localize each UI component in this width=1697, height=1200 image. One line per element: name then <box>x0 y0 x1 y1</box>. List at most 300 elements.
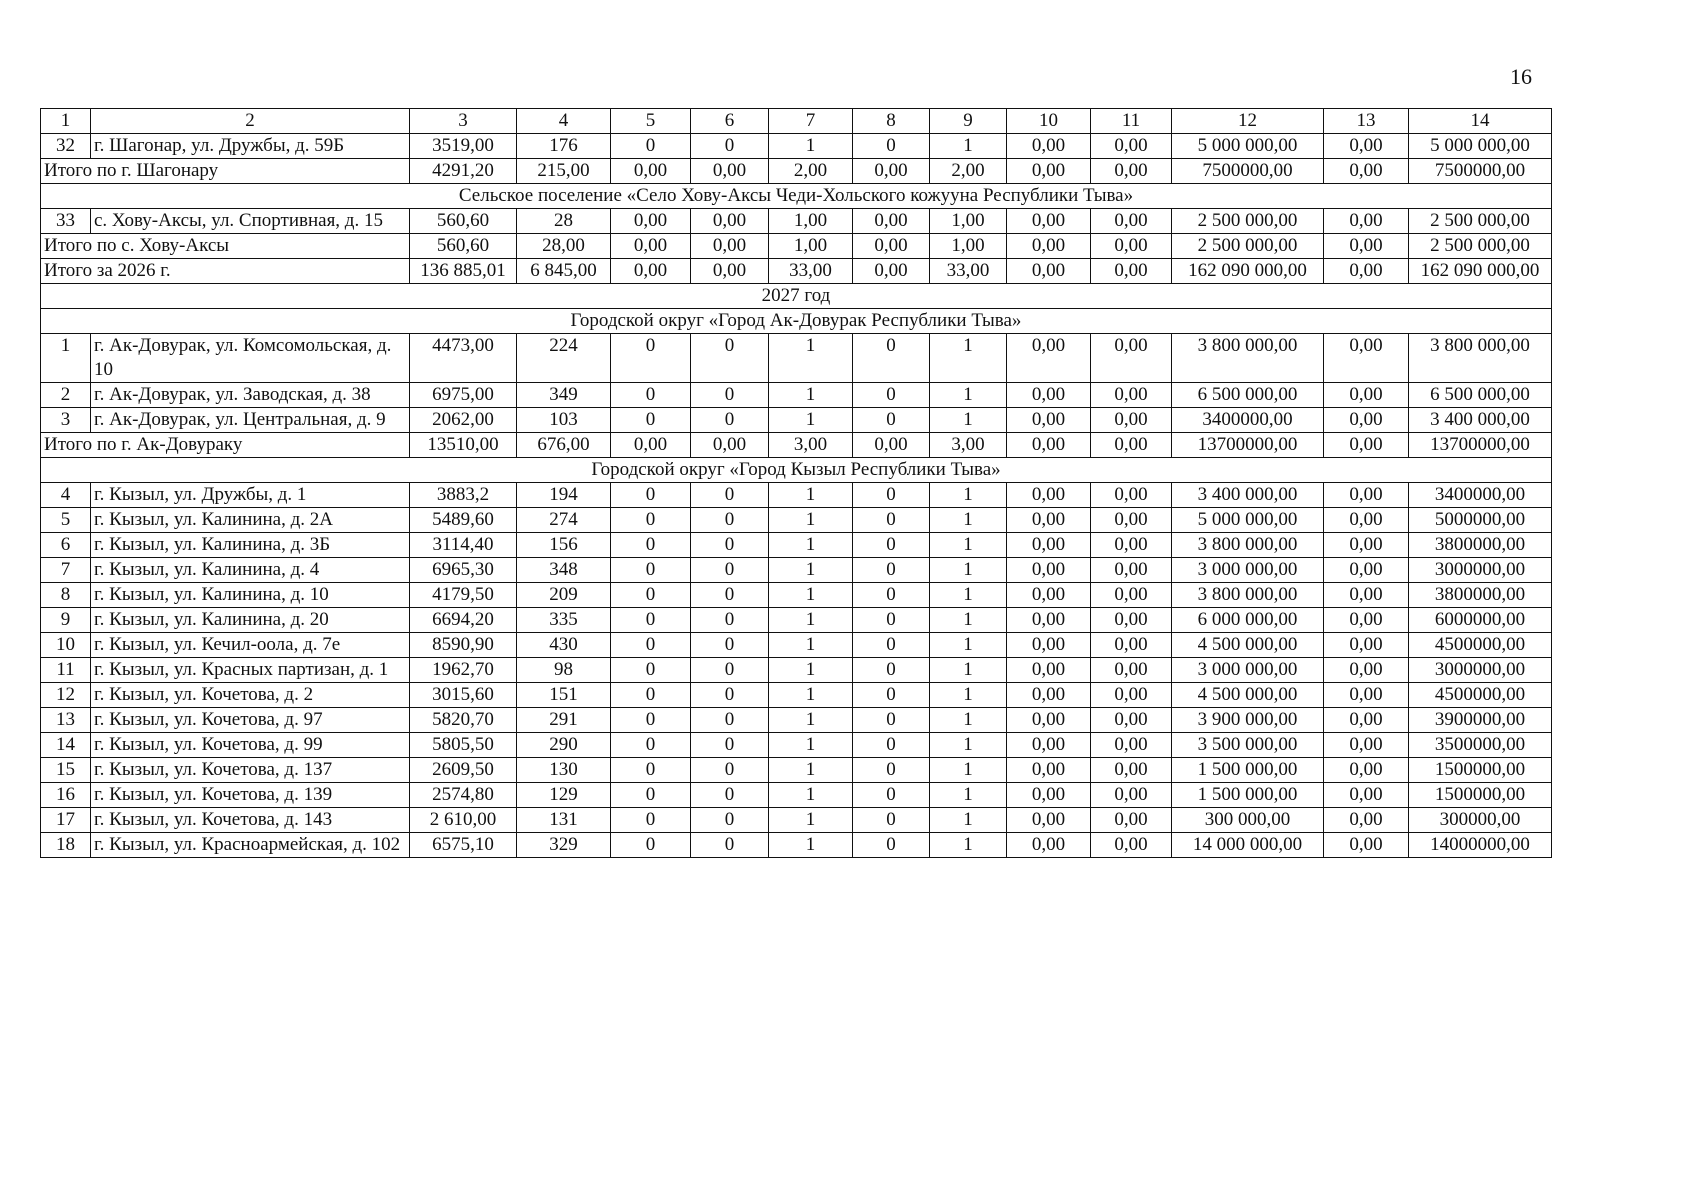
value-cell: 33,00 <box>769 259 853 284</box>
value-cell: 560,60 <box>410 209 517 234</box>
value-cell: 3 800 000,00 <box>1172 334 1324 383</box>
address-cell: г. Кызыл, ул. Дружбы, д. 1 <box>91 483 410 508</box>
value-cell: 0 <box>611 608 691 633</box>
value-cell: 0 <box>691 783 769 808</box>
value-cell: 0,00 <box>1091 808 1172 833</box>
column-number-cell: 10 <box>1007 109 1091 134</box>
value-cell: 1 <box>930 758 1007 783</box>
total-label: Итого по с. Хову-Аксы <box>41 234 410 259</box>
value-cell: 0,00 <box>611 433 691 458</box>
value-cell: 2 500 000,00 <box>1172 234 1324 259</box>
column-number-row <box>41 109 1552 134</box>
total-label: Итого по г. Ак-Довураку <box>41 433 410 458</box>
value-cell: 0 <box>853 134 930 159</box>
value-cell: 0,00 <box>1324 558 1409 583</box>
value-cell: 0,00 <box>1324 783 1409 808</box>
column-number-cell: 7 <box>769 109 853 134</box>
value-cell: 0,00 <box>1324 608 1409 633</box>
value-cell: 0,00 <box>691 209 769 234</box>
value-cell: 0 <box>853 708 930 733</box>
value-cell: 1,00 <box>930 234 1007 259</box>
value-cell: 0 <box>691 608 769 633</box>
value-cell: 0 <box>853 808 930 833</box>
value-cell: 33,00 <box>930 259 1007 284</box>
value-cell: 0,00 <box>1091 508 1172 533</box>
value-cell: 0,00 <box>1091 259 1172 284</box>
value-cell: 1 <box>930 134 1007 159</box>
value-cell: 5805,50 <box>410 733 517 758</box>
value-cell: 0,00 <box>1324 259 1409 284</box>
table-row <box>41 134 1552 159</box>
value-cell: 1 <box>769 783 853 808</box>
value-cell: 0,00 <box>1007 683 1091 708</box>
address-cell: г. Ак-Довурак, ул. Центральная, д. 9 <box>91 408 410 433</box>
value-cell: 1 <box>930 683 1007 708</box>
value-cell: 0 <box>611 508 691 533</box>
value-cell: 2,00 <box>769 159 853 184</box>
value-cell: 0,00 <box>1091 833 1172 858</box>
value-cell: 0,00 <box>1324 234 1409 259</box>
value-cell: 1,00 <box>930 209 1007 234</box>
value-cell: 1,00 <box>769 234 853 259</box>
value-cell: 0,00 <box>1091 733 1172 758</box>
value-cell: 3 800 000,00 <box>1172 533 1324 558</box>
address-cell: г. Кызыл, ул. Калинина, д. 3Б <box>91 533 410 558</box>
value-cell: 2574,80 <box>410 783 517 808</box>
value-cell: 2 500 000,00 <box>1409 209 1552 234</box>
value-cell: 300 000,00 <box>1172 808 1324 833</box>
value-cell: 1,00 <box>769 209 853 234</box>
value-cell: 3 000 000,00 <box>1172 558 1324 583</box>
value-cell: 0,00 <box>1324 408 1409 433</box>
row-number: 10 <box>41 633 91 658</box>
value-cell: 6694,20 <box>410 608 517 633</box>
row-number: 8 <box>41 583 91 608</box>
value-cell: 1 <box>930 583 1007 608</box>
address-cell: г. Кызыл, ул. Калинина, д. 4 <box>91 558 410 583</box>
value-cell: 1 <box>769 808 853 833</box>
total-label: Итого за 2026 г. <box>41 259 410 284</box>
address-cell: г. Кызыл, ул. Красных партизан, д. 1 <box>91 658 410 683</box>
table-row <box>41 558 1552 583</box>
value-cell: 7500000,00 <box>1409 159 1552 184</box>
value-cell: 1 <box>930 383 1007 408</box>
value-cell: 0,00 <box>1007 608 1091 633</box>
row-number: 17 <box>41 808 91 833</box>
value-cell: 0 <box>611 533 691 558</box>
address-cell: г. Ак-Довурак, ул. Заводская, д. 38 <box>91 383 410 408</box>
value-cell: 430 <box>517 633 611 658</box>
value-cell: 291 <box>517 708 611 733</box>
value-cell: 560,60 <box>410 234 517 259</box>
row-number: 14 <box>41 733 91 758</box>
column-number-cell: 12 <box>1172 109 1324 134</box>
value-cell: 13510,00 <box>410 433 517 458</box>
value-cell: 0 <box>853 383 930 408</box>
value-cell: 0,00 <box>1091 483 1172 508</box>
value-cell: 0,00 <box>1091 383 1172 408</box>
value-cell: 1 <box>930 533 1007 558</box>
value-cell: 0 <box>691 733 769 758</box>
row-number: 3 <box>41 408 91 433</box>
value-cell: 4500000,00 <box>1409 683 1552 708</box>
value-cell: 0,00 <box>1007 533 1091 558</box>
value-cell: 1 <box>930 733 1007 758</box>
section-title: Городской округ «Город Ак-Довурак Республики Тыва» <box>41 309 1552 334</box>
value-cell: 0,00 <box>1007 483 1091 508</box>
value-cell: 3 500 000,00 <box>1172 733 1324 758</box>
value-cell: 0,00 <box>1007 733 1091 758</box>
value-cell: 0,00 <box>1324 708 1409 733</box>
address-cell: г. Шагонар, ул. Дружбы, д. 59Б <box>91 134 410 159</box>
value-cell: 1 <box>930 408 1007 433</box>
value-cell: 1 <box>769 558 853 583</box>
value-cell: 1 <box>769 334 853 383</box>
value-cell: 0 <box>611 833 691 858</box>
value-cell: 1500000,00 <box>1409 758 1552 783</box>
value-cell: 0,00 <box>1324 134 1409 159</box>
value-cell: 0 <box>611 583 691 608</box>
address-cell: с. Хову-Аксы, ул. Спортивная, д. 15 <box>91 209 410 234</box>
table-body <box>41 109 1552 858</box>
value-cell: 0 <box>611 808 691 833</box>
value-cell: 1 <box>930 783 1007 808</box>
row-number: 9 <box>41 608 91 633</box>
value-cell: 349 <box>517 383 611 408</box>
value-cell: 1 500 000,00 <box>1172 758 1324 783</box>
value-cell: 0 <box>611 658 691 683</box>
row-number: 13 <box>41 708 91 733</box>
value-cell: 13700000,00 <box>1172 433 1324 458</box>
table-row <box>41 408 1552 433</box>
value-cell: 6 500 000,00 <box>1409 383 1552 408</box>
value-cell: 0 <box>853 583 930 608</box>
value-cell: 0 <box>853 608 930 633</box>
value-cell: 0,00 <box>1091 633 1172 658</box>
value-cell: 0,00 <box>1324 808 1409 833</box>
value-cell: 0,00 <box>1007 808 1091 833</box>
value-cell: 0 <box>853 758 930 783</box>
table-row <box>41 608 1552 633</box>
table-row <box>41 808 1552 833</box>
value-cell: 14 000 000,00 <box>1172 833 1324 858</box>
value-cell: 0,00 <box>1324 833 1409 858</box>
value-cell: 0,00 <box>1007 334 1091 383</box>
value-cell: 1 <box>769 833 853 858</box>
value-cell: 4291,20 <box>410 159 517 184</box>
value-cell: 3 900 000,00 <box>1172 708 1324 733</box>
value-cell: 162 090 000,00 <box>1172 259 1324 284</box>
value-cell: 0,00 <box>1091 533 1172 558</box>
table-row <box>41 483 1552 508</box>
value-cell: 0 <box>853 833 930 858</box>
value-cell: 3 800 000,00 <box>1409 334 1552 383</box>
total-row <box>41 234 1552 259</box>
value-cell: 0 <box>691 758 769 783</box>
value-cell: 3400000,00 <box>1409 483 1552 508</box>
value-cell: 0 <box>853 558 930 583</box>
value-cell: 329 <box>517 833 611 858</box>
value-cell: 0,00 <box>1324 658 1409 683</box>
value-cell: 3,00 <box>930 433 1007 458</box>
address-cell: г. Кызыл, ул. Калинина, д. 10 <box>91 583 410 608</box>
value-cell: 0,00 <box>1007 583 1091 608</box>
value-cell: 3000000,00 <box>1409 658 1552 683</box>
value-cell: 0,00 <box>1324 758 1409 783</box>
value-cell: 0 <box>691 583 769 608</box>
value-cell: 0 <box>611 783 691 808</box>
value-cell: 5820,70 <box>410 708 517 733</box>
value-cell: 0,00 <box>1324 508 1409 533</box>
value-cell: 0 <box>611 383 691 408</box>
value-cell: 156 <box>517 533 611 558</box>
value-cell: 0,00 <box>691 259 769 284</box>
row-number: 4 <box>41 483 91 508</box>
value-cell: 3400000,00 <box>1172 408 1324 433</box>
value-cell: 6000000,00 <box>1409 608 1552 633</box>
value-cell: 0,00 <box>1007 758 1091 783</box>
value-cell: 0,00 <box>853 234 930 259</box>
value-cell: 1 <box>930 633 1007 658</box>
table-row <box>41 533 1552 558</box>
value-cell: 0,00 <box>1324 633 1409 658</box>
value-cell: 0,00 <box>691 234 769 259</box>
value-cell: 0 <box>611 334 691 383</box>
value-cell: 0,00 <box>1007 508 1091 533</box>
table-row <box>41 708 1552 733</box>
value-cell: 1 <box>930 558 1007 583</box>
table-row <box>41 583 1552 608</box>
value-cell: 1 <box>769 683 853 708</box>
value-cell: 1962,70 <box>410 658 517 683</box>
value-cell: 335 <box>517 608 611 633</box>
value-cell: 5 000 000,00 <box>1172 134 1324 159</box>
value-cell: 176 <box>517 134 611 159</box>
value-cell: 0 <box>853 533 930 558</box>
column-number-cell: 4 <box>517 109 611 134</box>
value-cell: 1 500 000,00 <box>1172 783 1324 808</box>
value-cell: 274 <box>517 508 611 533</box>
table-row <box>41 758 1552 783</box>
total-row <box>41 259 1552 284</box>
value-cell: 0,00 <box>1091 683 1172 708</box>
value-cell: 3,00 <box>769 433 853 458</box>
row-number: 16 <box>41 783 91 808</box>
value-cell: 0 <box>611 408 691 433</box>
value-cell: 1 <box>930 508 1007 533</box>
value-cell: 3 400 000,00 <box>1172 483 1324 508</box>
section-header-row <box>41 458 1552 483</box>
value-cell: 0 <box>691 683 769 708</box>
value-cell: 3114,40 <box>410 533 517 558</box>
value-cell: 5000000,00 <box>1409 508 1552 533</box>
value-cell: 0 <box>691 808 769 833</box>
value-cell: 0,00 <box>1091 758 1172 783</box>
address-cell: г. Кызыл, ул. Кочетова, д. 2 <box>91 683 410 708</box>
value-cell: 0 <box>691 633 769 658</box>
section-title: 2027 год <box>41 284 1552 309</box>
value-cell: 0 <box>853 508 930 533</box>
row-number: 12 <box>41 683 91 708</box>
value-cell: 1 <box>769 758 853 783</box>
value-cell: 0,00 <box>1324 683 1409 708</box>
value-cell: 0,00 <box>1007 783 1091 808</box>
table-row <box>41 658 1552 683</box>
value-cell: 7500000,00 <box>1172 159 1324 184</box>
column-number-cell: 11 <box>1091 109 1172 134</box>
value-cell: 0 <box>611 758 691 783</box>
value-cell: 0 <box>853 334 930 383</box>
section-title: Городской округ «Город Кызыл Республики Тыва» <box>41 458 1552 483</box>
value-cell: 0 <box>853 633 930 658</box>
value-cell: 0,00 <box>853 433 930 458</box>
address-cell: г. Кызыл, ул. Калинина, д. 2А <box>91 508 410 533</box>
address-cell: г. Кызыл, ул. Кочетова, д. 143 <box>91 808 410 833</box>
table-row <box>41 733 1552 758</box>
table-row <box>41 383 1552 408</box>
value-cell: 0,00 <box>853 259 930 284</box>
value-cell: 14000000,00 <box>1409 833 1552 858</box>
value-cell: 103 <box>517 408 611 433</box>
value-cell: 5 000 000,00 <box>1172 508 1324 533</box>
value-cell: 0,00 <box>1007 234 1091 259</box>
housing-repair-table <box>40 108 1552 858</box>
value-cell: 0,00 <box>1324 533 1409 558</box>
value-cell: 290 <box>517 733 611 758</box>
value-cell: 1 <box>930 658 1007 683</box>
value-cell: 0,00 <box>1324 733 1409 758</box>
value-cell: 0,00 <box>853 159 930 184</box>
value-cell: 1 <box>930 833 1007 858</box>
value-cell: 2 500 000,00 <box>1409 234 1552 259</box>
value-cell: 0 <box>691 408 769 433</box>
value-cell: 0 <box>691 483 769 508</box>
value-cell: 3800000,00 <box>1409 583 1552 608</box>
value-cell: 0 <box>611 683 691 708</box>
value-cell: 0 <box>853 658 930 683</box>
value-cell: 0,00 <box>1091 783 1172 808</box>
address-cell: г. Кызыл, ул. Кочетова, д. 139 <box>91 783 410 808</box>
value-cell: 0,00 <box>1324 433 1409 458</box>
value-cell: 3 800 000,00 <box>1172 583 1324 608</box>
value-cell: 6965,30 <box>410 558 517 583</box>
value-cell: 0,00 <box>1324 383 1409 408</box>
value-cell: 224 <box>517 334 611 383</box>
value-cell: 1 <box>930 608 1007 633</box>
address-cell: г. Кызыл, ул. Кочетова, д. 137 <box>91 758 410 783</box>
value-cell: 0,00 <box>1007 708 1091 733</box>
value-cell: 0 <box>853 683 930 708</box>
value-cell: 0 <box>691 334 769 383</box>
value-cell: 1 <box>769 533 853 558</box>
value-cell: 3900000,00 <box>1409 708 1552 733</box>
value-cell: 2,00 <box>930 159 1007 184</box>
row-number: 5 <box>41 508 91 533</box>
value-cell: 0,00 <box>1007 633 1091 658</box>
value-cell: 4179,50 <box>410 583 517 608</box>
row-number: 7 <box>41 558 91 583</box>
value-cell: 0,00 <box>853 209 930 234</box>
table-row <box>41 783 1552 808</box>
row-number: 1 <box>41 334 91 383</box>
value-cell: 1 <box>769 408 853 433</box>
value-cell: 13700000,00 <box>1409 433 1552 458</box>
value-cell: 0 <box>611 633 691 658</box>
total-row <box>41 433 1552 458</box>
value-cell: 0,00 <box>1091 234 1172 259</box>
value-cell: 0 <box>853 783 930 808</box>
section-header-row <box>41 309 1552 334</box>
address-cell: г. Ак-Довурак, ул. Комсомольская, д. 10 <box>91 334 410 383</box>
value-cell: 8590,90 <box>410 633 517 658</box>
value-cell: 4500000,00 <box>1409 633 1552 658</box>
value-cell: 0 <box>853 483 930 508</box>
value-cell: 0,00 <box>1091 433 1172 458</box>
value-cell: 1 <box>930 483 1007 508</box>
value-cell: 2 500 000,00 <box>1172 209 1324 234</box>
value-cell: 1 <box>769 383 853 408</box>
value-cell: 6575,10 <box>410 833 517 858</box>
value-cell: 4 500 000,00 <box>1172 683 1324 708</box>
value-cell: 0,00 <box>1007 558 1091 583</box>
table-row <box>41 683 1552 708</box>
value-cell: 3883,2 <box>410 483 517 508</box>
value-cell: 0 <box>691 558 769 583</box>
value-cell: 2609,50 <box>410 758 517 783</box>
value-cell: 0,00 <box>1091 658 1172 683</box>
column-number-cell: 8 <box>853 109 930 134</box>
value-cell: 0,00 <box>1091 583 1172 608</box>
value-cell: 1 <box>930 808 1007 833</box>
value-cell: 0 <box>691 833 769 858</box>
value-cell: 0,00 <box>1091 558 1172 583</box>
value-cell: 348 <box>517 558 611 583</box>
value-cell: 5489,60 <box>410 508 517 533</box>
value-cell: 1 <box>769 583 853 608</box>
value-cell: 0,00 <box>1007 159 1091 184</box>
value-cell: 6 500 000,00 <box>1172 383 1324 408</box>
row-number: 6 <box>41 533 91 558</box>
value-cell: 300000,00 <box>1409 808 1552 833</box>
table-row <box>41 508 1552 533</box>
value-cell: 6 845,00 <box>517 259 611 284</box>
value-cell: 0 <box>691 508 769 533</box>
section-title: Сельское поселение «Село Хову-Аксы Чеди-Хольского кожууна Республики Тыва» <box>41 184 1552 209</box>
table-row <box>41 833 1552 858</box>
value-cell: 0,00 <box>1007 408 1091 433</box>
value-cell: 3000000,00 <box>1409 558 1552 583</box>
value-cell: 194 <box>517 483 611 508</box>
value-cell: 0,00 <box>1007 134 1091 159</box>
value-cell: 0 <box>691 533 769 558</box>
section-header-row <box>41 284 1552 309</box>
value-cell: 1 <box>769 508 853 533</box>
value-cell: 98 <box>517 658 611 683</box>
row-number: 11 <box>41 658 91 683</box>
value-cell: 162 090 000,00 <box>1409 259 1552 284</box>
value-cell: 0,00 <box>691 159 769 184</box>
value-cell: 1 <box>769 733 853 758</box>
value-cell: 1 <box>769 658 853 683</box>
value-cell: 6 000 000,00 <box>1172 608 1324 633</box>
value-cell: 0,00 <box>611 209 691 234</box>
table-row <box>41 334 1552 383</box>
value-cell: 2062,00 <box>410 408 517 433</box>
value-cell: 0,00 <box>611 234 691 259</box>
value-cell: 151 <box>517 683 611 708</box>
value-cell: 0 <box>691 708 769 733</box>
value-cell: 2 610,00 <box>410 808 517 833</box>
